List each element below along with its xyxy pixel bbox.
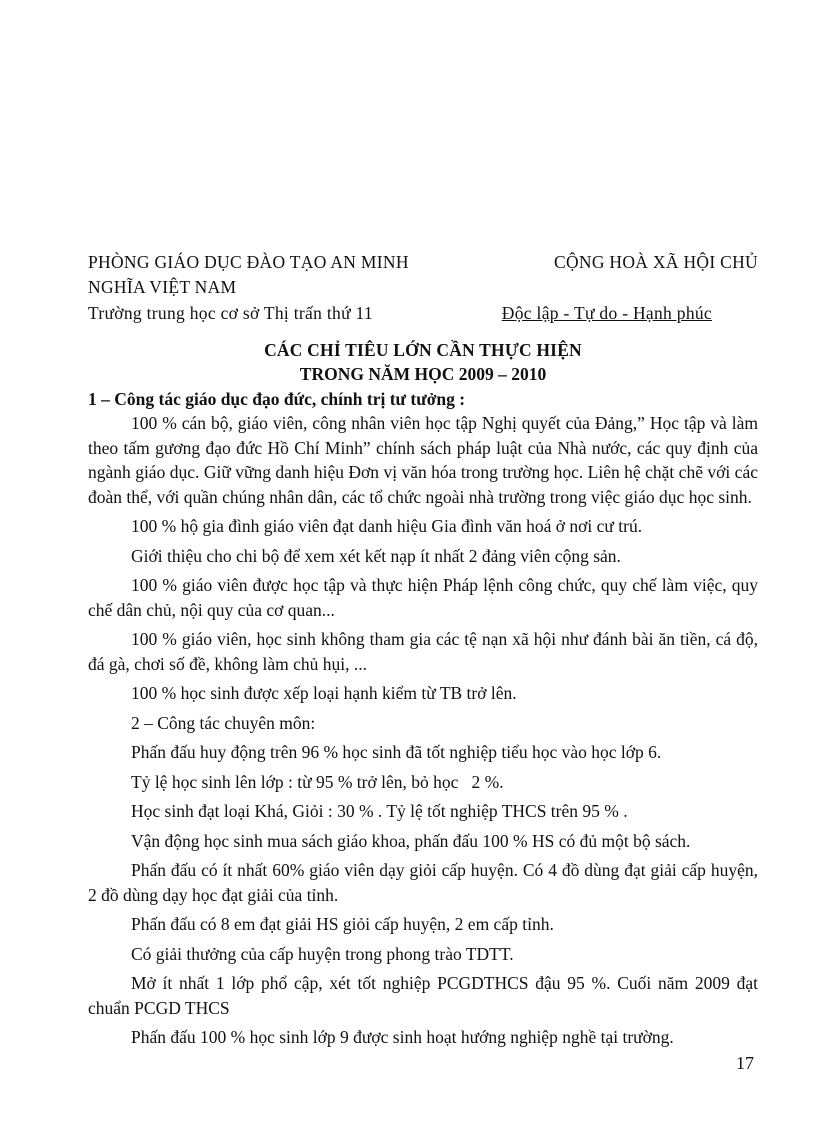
section-2-paragraph: Học sinh đạt loại Khá, Giỏi : 30 % . Tỷ lệ tốt nghiệp THCS trên 95 % . bbox=[131, 801, 628, 821]
motto: Độc lập - Tự do - Hạnh phúc bbox=[501, 303, 712, 323]
section-1-paragraph: 100 % giáo viên được học tập và thực hiện Pháp lệnh công chức, quy chế làm việc, quy chế dân chủ, nội quy của cơ quan... bbox=[88, 575, 758, 620]
section-1-paragraph: Giới thiệu cho chi bộ để xem xét kết nạp ít nhất 2 đảng viên cộng sản. bbox=[131, 545, 621, 566]
document-page bbox=[88, 250, 758, 1055]
republic-name: CỘNG HOÀ XÃ HỘI CHỦ bbox=[553, 252, 758, 272]
department-name: PHÒNG GIÁO DỤC ĐÀO TẠO AN MINH bbox=[88, 252, 409, 272]
section-2-paragraph: Phấn đấu 100 % học sinh lớp 9 được sinh hoạt hướng nghiệp nghề tại trường. bbox=[131, 1027, 674, 1047]
section-1-paragraph: 100 % giáo viên, học sinh không tham gia các tệ nạn xã hội như đánh bài ăn tiền, cá độ, đá gà, chơi số đề, không làm chủ hụi, ... bbox=[88, 629, 758, 674]
section-1-paragraph: 100 % cán bộ, giáo viên, công nhân viên học tập Nghị quyết của Đảng,” Học tập và làm theo tấm gương đạo đức Hồ Chí Minh” chính sách pháp luật của Nhà nước, các quy định của ngành giáo dục. Giữ vững danh hiệu Đơn vị văn hóa trong trường học. Liên hệ chặt chẽ với các đoàn thể, với quần chúng nhân dân, các tổ chức ngoài nhà trường trong việc giáo dục học sinh. bbox=[88, 413, 758, 507]
header-row-3 bbox=[88, 301, 758, 326]
section-1-heading: 1 – Công tác giáo dục đạo đức, chính trị tư tưởng : bbox=[88, 388, 466, 409]
section-2-paragraph: Tỷ lệ học sinh lên lớp : từ 95 % trở lên, bỏ học 2 %. bbox=[131, 771, 504, 792]
section-1-paragraph: 100 % hộ gia đình giáo viên đạt danh hiệu Gia đình văn hoá ở nơi cư trú. bbox=[131, 516, 643, 536]
section-2-heading: 2 – Công tác chuyên môn: bbox=[131, 712, 316, 733]
document-title: CÁC CHỈ TIÊU LỚN CẦN THỰC HIỆN bbox=[264, 339, 582, 360]
section-1-paragraph: 100 % học sinh được xếp loại hạnh kiểm từ TB trở lên. bbox=[131, 683, 517, 703]
section-2-paragraph: Mở ít nhất 1 lớp phổ cập, xét tốt nghiệp PCGDTHCS đậu 95 %. Cuối năm 2009 đạt chuẩn PCGD THCS bbox=[88, 973, 758, 1018]
republic-name-cont: NGHĨA VIỆT NAM bbox=[88, 276, 237, 297]
page-number: 17 bbox=[736, 1053, 754, 1073]
section-2-paragraph: Vận động học sinh mua sách giáo khoa, phấn đấu 100 % HS có đủ một bộ sách. bbox=[131, 830, 691, 851]
section-2-paragraph: Phấn đấu có 8 em đạt giải HS giỏi cấp huyện, 2 em cấp tỉnh. bbox=[131, 914, 554, 934]
section-2-paragraph: Phấn đấu huy động trên 96 % học sinh đã tốt nghiệp tiểu học vào học lớp 6. bbox=[131, 742, 662, 762]
header-row-1 bbox=[88, 250, 758, 275]
section-2-paragraph: Phấn đấu có ít nhất 60% giáo viên dạy giỏi cấp huyện. Có 4 đồ dùng đạt giải cấp huyện, 2 đồ dùng dạy học đạt giải của tỉnh. bbox=[88, 860, 758, 905]
school-name: Trường trung học cơ sở Thị trấn thứ 11 bbox=[88, 303, 373, 323]
document-subtitle: TRONG NĂM HỌC 2009 – 2010 bbox=[299, 364, 547, 384]
section-2-paragraph: Có giải thưởng của cấp huyện trong phong trào TDTT. bbox=[131, 943, 514, 964]
